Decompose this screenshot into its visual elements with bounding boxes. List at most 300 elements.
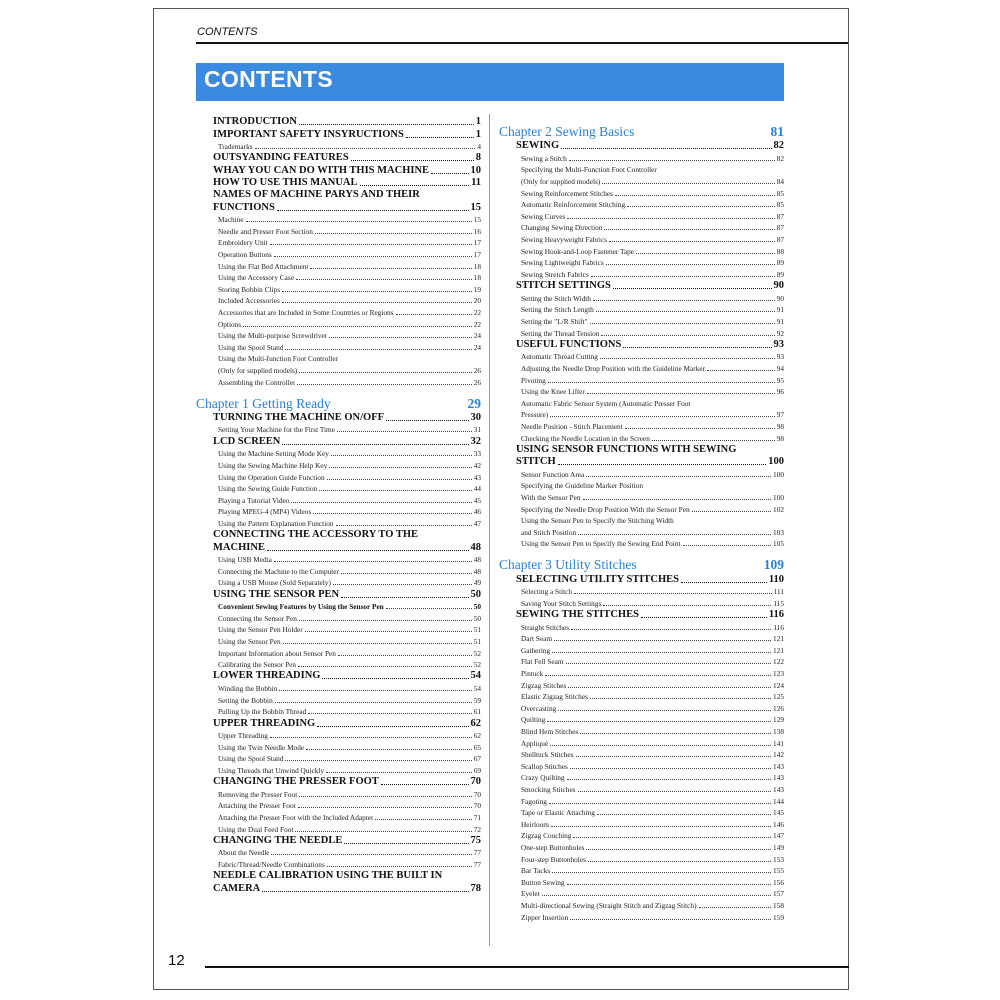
dot-leader <box>623 347 771 348</box>
toc-page-number: 51 <box>473 625 481 635</box>
toc-page-number: 32 <box>470 435 481 447</box>
toc-entry-title: Quilting <box>521 715 546 725</box>
dot-leader <box>588 861 771 862</box>
toc-entry-title: Using the Knee Lifter <box>521 387 585 397</box>
toc-entry-title: Automatic Reinforcement Stitching <box>521 200 626 210</box>
toc-section-entry <box>196 116 481 128</box>
toc-page-number: 85 <box>776 200 784 210</box>
toc-page-number: 149 <box>773 842 784 852</box>
dot-leader <box>327 866 472 867</box>
toc-subsection-entry <box>196 237 481 249</box>
toc-subsection-entry <box>196 448 481 460</box>
toc-subsection-entry <box>499 175 784 187</box>
toc-page-number: 75 <box>470 834 481 846</box>
toc-entry-title: Chapter 1 Getting Ready <box>196 395 331 411</box>
toc-entry-title: Gathering <box>521 645 551 655</box>
toc-entry-title: NAMES OF MACHINE PARYS AND THEIR <box>213 189 420 201</box>
dot-leader <box>295 831 471 832</box>
toc-subsection-entry <box>499 586 784 598</box>
toc-entry-title: SEWING THE STITCHES <box>516 609 639 621</box>
dot-leader <box>569 160 775 161</box>
toc-page-number: 18 <box>473 273 481 283</box>
toc-section-entry <box>196 177 481 189</box>
dot-leader <box>590 698 771 699</box>
dot-leader <box>561 148 771 149</box>
dot-leader <box>305 631 472 632</box>
toc-entry-title: Using the Machine Setting Mode Key <box>218 449 329 459</box>
toc-page-number: 145 <box>773 808 784 818</box>
dot-leader <box>270 244 472 245</box>
toc-page-number: 22 <box>473 308 481 318</box>
toc-page-number: 49 <box>473 578 481 588</box>
toc-entry-title: CAMERA <box>213 882 261 894</box>
toc-subsection-entry <box>196 506 481 518</box>
toc-page-number: 15 <box>470 201 481 213</box>
toc-section-entry <box>499 140 784 152</box>
toc-entry-title: Zigzag Stitches <box>521 680 567 690</box>
dot-leader <box>587 393 775 394</box>
toc-page-number: 54 <box>470 670 481 682</box>
toc-entry-title: USING SENSOR FUNCTIONS WITH SEWING <box>516 443 737 455</box>
toc-chapter-heading <box>196 388 481 412</box>
toc-entry-title: Checking the Needle Location in the Screen <box>521 433 650 443</box>
toc-chapter-heading <box>499 116 784 140</box>
toc-page-number: 43 <box>473 472 481 482</box>
toc-page-number: 87 <box>776 223 784 233</box>
dot-leader <box>282 302 472 303</box>
toc-subsection-entry <box>196 330 481 342</box>
toc-right-column <box>499 116 784 923</box>
toc-entry-title: Selecting a Stitch <box>521 587 573 597</box>
dot-leader <box>297 384 471 385</box>
toc-subsection-entry <box>499 888 784 900</box>
toc-entry-title: Operation Buttons <box>218 250 272 260</box>
dot-leader <box>344 843 468 844</box>
toc-page-number: 143 <box>773 761 784 771</box>
toc-entry-title: Fagoting <box>521 796 547 806</box>
toc-entry-title: Bar Tacks <box>521 866 551 876</box>
toc-entry-title: Pivoting <box>521 375 546 385</box>
toc-entry-title: Connecting the Sensor Pen <box>218 613 297 623</box>
dot-leader <box>329 337 471 338</box>
toc-subsection-entry <box>499 503 784 515</box>
toc-page-number: 89 <box>776 269 784 279</box>
dot-leader <box>602 183 774 184</box>
toc-entry-title: Straight Stitches <box>521 622 570 632</box>
bottom-rule <box>205 966 849 968</box>
toc-subsection-entry <box>196 730 481 742</box>
toc-entry-title: Chapter 3 Utility Stitches <box>499 557 637 573</box>
toc-entry-title: Smocking Stitches <box>521 784 576 794</box>
toc-page-number: 84 <box>776 177 784 187</box>
dot-leader <box>329 467 471 468</box>
toc-entry-title: Playing a Tutorial Video <box>218 495 290 505</box>
toc-page-number: 103 <box>773 527 784 537</box>
toc-section-entry <box>499 573 784 585</box>
toc-entry-title: Setting the "L/R Shift" <box>521 316 588 326</box>
toc-subsection-entry <box>499 268 784 280</box>
toc-subsection-entry <box>499 737 784 749</box>
toc-entry-title: LCD SCREEN <box>213 435 281 447</box>
dot-leader <box>322 678 468 679</box>
toc-subsection-entry <box>196 788 481 800</box>
toc-page-number: 59 <box>473 695 481 705</box>
toc-page-number: 77 <box>473 848 481 858</box>
dot-leader <box>570 919 771 920</box>
toc-entry-title: Playing MPEG-4 (MP4) Videos <box>218 507 312 517</box>
toc-entry-title: Elastic Zigzag Stitches <box>521 692 588 702</box>
toc-page-number: 143 <box>773 784 784 794</box>
toc-page-number: 100 <box>773 469 784 479</box>
toc-page-number: 144 <box>773 796 784 806</box>
toc-page-number: 19 <box>473 284 481 294</box>
toc-subsection-entry <box>196 565 481 577</box>
dot-leader <box>431 173 468 174</box>
toc-subsection-entry <box>499 807 784 819</box>
toc-page-number: 45 <box>473 495 481 505</box>
toc-entry-title: Sewing Reinforcement Stitches <box>521 188 614 198</box>
dot-leader <box>591 276 775 277</box>
toc-chapter-heading <box>499 549 784 573</box>
toc-subsection-entry <box>196 764 481 776</box>
dot-leader <box>333 584 472 585</box>
toc-page-number: 110 <box>768 573 784 585</box>
toc-entry-title: Convenient Sewing Features by Using the Sensor Pen <box>218 602 384 612</box>
toc-subsection-entry <box>499 199 784 211</box>
dot-leader <box>641 617 767 618</box>
toc-entry-title: Using the Operation Guide Function <box>218 472 325 482</box>
toc-entry-title: Shelltuck Stitches <box>521 750 574 760</box>
toc-page-number: 44 <box>473 484 481 494</box>
toc-subsection-entry <box>499 656 784 668</box>
toc-entry-title: Using the Flat Bed Attachment <box>218 261 309 271</box>
toc-subsection-entry <box>499 222 784 234</box>
dot-leader <box>282 444 468 445</box>
toc-subsection-entry <box>196 577 481 589</box>
toc-page-number: 48 <box>473 555 481 565</box>
toc-subsection-entry <box>196 612 481 624</box>
toc-entry-title: Sewing a Stitch <box>521 153 567 163</box>
toc-page-number: 18 <box>473 261 481 271</box>
dot-leader <box>549 803 771 804</box>
title-bar <box>196 63 784 101</box>
toc-page-number: 15 <box>473 215 481 225</box>
toc-subsection-entry <box>196 659 481 671</box>
toc-page-number: 82 <box>776 153 784 163</box>
toc-subsection-entry <box>499 468 784 480</box>
toc-entry-title: Using Threads that Unwind Quickly <box>218 765 325 775</box>
toc-page-number: 111 <box>773 587 784 597</box>
toc-subsection-entry <box>499 233 784 245</box>
dot-leader <box>255 148 476 149</box>
toc-subsection-entry <box>499 841 784 853</box>
toc-entry-title: Blind Hem Stitches <box>521 727 579 737</box>
toc-entry-title: Needle and Presser Foot Section <box>218 226 313 236</box>
toc-page-number: 93 <box>776 352 784 362</box>
toc-entry-title: USEFUL FUNCTIONS <box>516 338 622 350</box>
toc-section-entry <box>196 128 481 140</box>
dot-leader <box>274 256 472 257</box>
toc-subsection-entry <box>499 164 784 176</box>
toc-entry-title: Using the Spool Stand <box>218 754 284 764</box>
dot-leader <box>627 206 775 207</box>
toc-entry-title: Using the Sensor Pen to Specify the Stitching Width <box>521 516 674 526</box>
dot-leader <box>692 511 771 512</box>
toc-page-number: 125 <box>773 692 784 702</box>
toc-entry-title: STITCH SETTINGS <box>516 280 611 292</box>
toc-section-entry <box>196 835 481 847</box>
toc-subsection-entry <box>499 795 784 807</box>
dot-leader <box>351 160 474 161</box>
toc-page-number: 48 <box>470 541 481 553</box>
dot-leader <box>699 907 772 908</box>
toc-left-column <box>196 116 481 895</box>
toc-page-number: 115 <box>773 598 784 608</box>
toc-page-number: 52 <box>473 660 481 670</box>
toc-page-number: 77 <box>473 860 481 870</box>
toc-entry-title: Using the Pattern Explanation Function <box>218 518 334 528</box>
toc-section-entry <box>196 870 481 882</box>
toc-page-number: 100 <box>768 456 784 468</box>
toc-entry-title: One-step Buttonholes <box>521 842 585 852</box>
toc-page-number: 67 <box>473 754 481 764</box>
toc-page-number: 159 <box>773 912 784 922</box>
toc-entry-title: Setting the Bobbin <box>218 695 273 705</box>
dot-leader <box>310 268 471 269</box>
toc-subsection-entry <box>196 694 481 706</box>
toc-subsection-entry <box>196 624 481 636</box>
toc-entry-title: Using the Sewing Guide Function <box>218 484 318 494</box>
toc-entry-title: Overcasting <box>521 703 557 713</box>
toc-page-number: 70 <box>470 776 481 788</box>
toc-entry-title: Storing Bobbin Clips <box>218 284 281 294</box>
toc-entry-title: UPPER THREADING <box>213 717 316 729</box>
running-head: CONTENTS <box>197 26 258 38</box>
toc-entry-title: Pintuck <box>521 669 544 679</box>
toc-subsection-entry <box>499 292 784 304</box>
dot-leader <box>600 358 775 359</box>
dot-leader <box>707 370 775 371</box>
toc-page-number: 48 <box>473 566 481 576</box>
toc-entry-title: IMPORTANT SAFETY INSYRUCTIONS <box>213 128 404 140</box>
toc-section-entry <box>499 339 784 351</box>
toc-entry-title: Pressure) <box>521 410 549 420</box>
dot-leader <box>338 655 472 656</box>
dot-leader <box>552 652 771 653</box>
toc-section-entry <box>196 529 481 541</box>
toc-subsection-entry <box>499 420 784 432</box>
toc-page-number: 124 <box>773 680 784 690</box>
toc-page-number: 88 <box>776 246 784 256</box>
toc-subsection-entry <box>499 526 784 538</box>
toc-page-number: 26 <box>473 365 481 375</box>
toc-entry-title: Attaching the Presser Foot with the Included Adapter <box>218 812 374 822</box>
toc-page-number: 65 <box>473 742 481 752</box>
toc-page-number: 90 <box>776 293 784 303</box>
toc-entry-title: Using the Sewing Machine Help Key <box>218 460 328 470</box>
toc-subsection-entry <box>196 800 481 812</box>
toc-entry-title: Pulling Up the Bobbin Thread <box>218 707 307 717</box>
toc-page-number: 50 <box>473 613 481 623</box>
dot-leader <box>601 335 774 336</box>
dot-leader <box>341 573 472 574</box>
toc-entry-title: Zigzag Couching <box>521 831 572 841</box>
dot-leader <box>625 428 775 429</box>
toc-page-number: 98 <box>776 421 784 431</box>
dot-leader <box>296 279 472 280</box>
dot-leader <box>558 710 771 711</box>
toc-entry-title: Accessories that are Included in Some Countries or Regions <box>218 308 394 318</box>
dot-leader <box>580 733 771 734</box>
toc-subsection-entry <box>196 682 481 694</box>
toc-subsection-entry <box>499 152 784 164</box>
toc-subsection-entry <box>499 257 784 269</box>
toc-page-number: 157 <box>773 889 784 899</box>
toc-entry-title: Multi-directional Sewing (Straight Stitch and Zigzag Stitch) <box>521 900 697 910</box>
dot-leader <box>570 768 771 769</box>
toc-section-entry <box>499 444 784 456</box>
toc-subsection-entry <box>196 424 481 436</box>
toc-entry-title: MACHINE <box>213 541 265 553</box>
toc-entry-title: USING THE SENSOR PEN <box>213 588 340 600</box>
toc-subsection-entry <box>196 554 481 566</box>
toc-subsection-entry <box>499 597 784 609</box>
toc-section-entry <box>196 670 481 682</box>
toc-subsection-entry <box>196 318 481 330</box>
dot-leader <box>282 291 472 292</box>
toc-page-number: 153 <box>773 854 784 864</box>
toc-entry-title: About the Needle <box>218 848 270 858</box>
toc-entry-title: (Only for supplied models) <box>521 177 601 187</box>
toc-entry-title: WHAY YOU CAN DO WITH THIS MACHINE <box>213 164 430 176</box>
toc-page-number: 82 <box>773 140 784 152</box>
toc-page-number: 62 <box>473 731 481 741</box>
toc-subsection-entry <box>499 362 784 374</box>
toc-page-number: 122 <box>773 657 784 667</box>
toc-entry-title: Sensor Function Area <box>521 469 585 479</box>
toc-page-number: 85 <box>776 188 784 198</box>
dot-leader <box>327 479 472 480</box>
toc-page-number: 62 <box>470 717 481 729</box>
toc-entry-title: Adjusting the Needle Drop Position with the Guideline Marker <box>521 363 706 373</box>
toc-entry-title: Specifying the Needle Drop Position With the Sensor Pen <box>521 504 690 514</box>
toc-subsection-entry <box>196 753 481 765</box>
toc-entry-title: SEWING <box>516 140 560 152</box>
toc-entry-title: Using the Accessory Case <box>218 273 294 283</box>
toc-subsection-entry <box>499 644 784 656</box>
toc-entry-title: Using the Spool Stand <box>218 342 284 352</box>
toc-subsection-entry <box>499 760 784 772</box>
dot-leader <box>317 726 468 727</box>
toc-section-entry <box>196 541 481 553</box>
toc-section-entry <box>196 717 481 729</box>
dot-leader <box>568 687 771 688</box>
toc-subsection-entry <box>499 749 784 761</box>
toc-entry-title: Machine <box>218 215 244 225</box>
toc-page-number: 97 <box>776 410 784 420</box>
toc-section-entry <box>196 164 481 176</box>
toc-entry-title: Options <box>218 319 242 329</box>
toc-page-number: 17 <box>473 238 481 248</box>
dot-leader <box>578 534 771 535</box>
toc-page-number: 141 <box>773 738 784 748</box>
toc-section-entry <box>196 776 481 788</box>
dot-leader <box>636 253 775 254</box>
toc-section-entry <box>196 152 481 164</box>
dot-leader <box>274 561 472 562</box>
toc-section-entry <box>196 201 481 213</box>
toc-subsection-entry <box>196 341 481 353</box>
toc-page-number: 47 <box>473 518 481 528</box>
toc-subsection-entry <box>499 783 784 795</box>
dot-leader <box>603 605 771 606</box>
toc-page-number: 30 <box>470 411 481 423</box>
toc-subsection-entry <box>499 480 784 492</box>
toc-subsection-entry <box>499 351 784 363</box>
toc-entry-title: Using the Twin Needle Mode <box>218 742 305 752</box>
toc-entry-title: Appliqué <box>521 738 549 748</box>
toc-page-number: 92 <box>776 328 784 338</box>
toc-section-entry <box>196 435 481 447</box>
toc-entry-title: Sewing Curves <box>521 211 566 221</box>
toc-subsection-entry <box>196 847 481 859</box>
toc-page-number: 142 <box>773 750 784 760</box>
dot-leader <box>652 440 775 441</box>
toc-section-entry <box>499 456 784 468</box>
toc-entry-title: CHANGING THE NEEDLE <box>213 834 343 846</box>
toc-entry-title: LOWER THREADING <box>213 670 321 682</box>
toc-entry-title: Embroidery Unit <box>218 238 268 248</box>
dot-leader <box>606 264 775 265</box>
toc-entry-title: Flat Fell Seam <box>521 657 564 667</box>
toc-subsection-entry <box>196 471 481 483</box>
dot-leader <box>406 137 474 138</box>
dot-leader <box>283 643 472 644</box>
dot-leader <box>567 779 771 780</box>
toc-subsection-entry <box>499 386 784 398</box>
toc-entry-title: Scallop Stitches <box>521 761 568 771</box>
toc-entry-title: Specifying the Guideline Marker Position <box>521 481 643 491</box>
dot-leader <box>576 756 772 757</box>
toc-page-number: 72 <box>473 824 481 834</box>
toc-page-number: 91 <box>776 305 784 315</box>
toc-entry-title: Sewing Lightweight Fabrics <box>521 258 604 268</box>
toc-entry-title: TURNING THE MACHINE ON/OFF <box>213 411 385 423</box>
toc-page-number: 87 <box>776 211 784 221</box>
dot-leader <box>308 713 471 714</box>
toc-subsection-entry <box>196 647 481 659</box>
toc-entry-title: Setting Your Machine for the First Time <box>218 425 335 435</box>
toc-subsection-entry <box>499 491 784 503</box>
toc-entry-title: FUNCTIONS <box>213 201 275 213</box>
toc-page-number: 31 <box>473 425 481 435</box>
toc-entry-title: and Stitch Position <box>521 527 577 537</box>
toc-page-number: 54 <box>473 684 481 694</box>
toc-entry-title: Specifying the Multi-Function Foot Controller <box>521 165 657 175</box>
toc-section-entry <box>196 882 481 894</box>
toc-subsection-entry <box>499 397 784 409</box>
toc-entry-title: Winding the Bobbin <box>218 684 278 694</box>
toc-subsection-entry <box>196 858 481 870</box>
toc-entry-title: Zipper Insertion <box>521 912 569 922</box>
toc-subsection-entry <box>196 635 481 647</box>
toc-subsection-entry <box>196 272 481 284</box>
toc-subsection-entry <box>499 621 784 633</box>
dot-leader <box>299 372 471 373</box>
toc-page-number: 50 <box>473 602 481 612</box>
toc-page-number: 16 <box>473 226 481 236</box>
toc-page-number: 146 <box>773 819 784 829</box>
